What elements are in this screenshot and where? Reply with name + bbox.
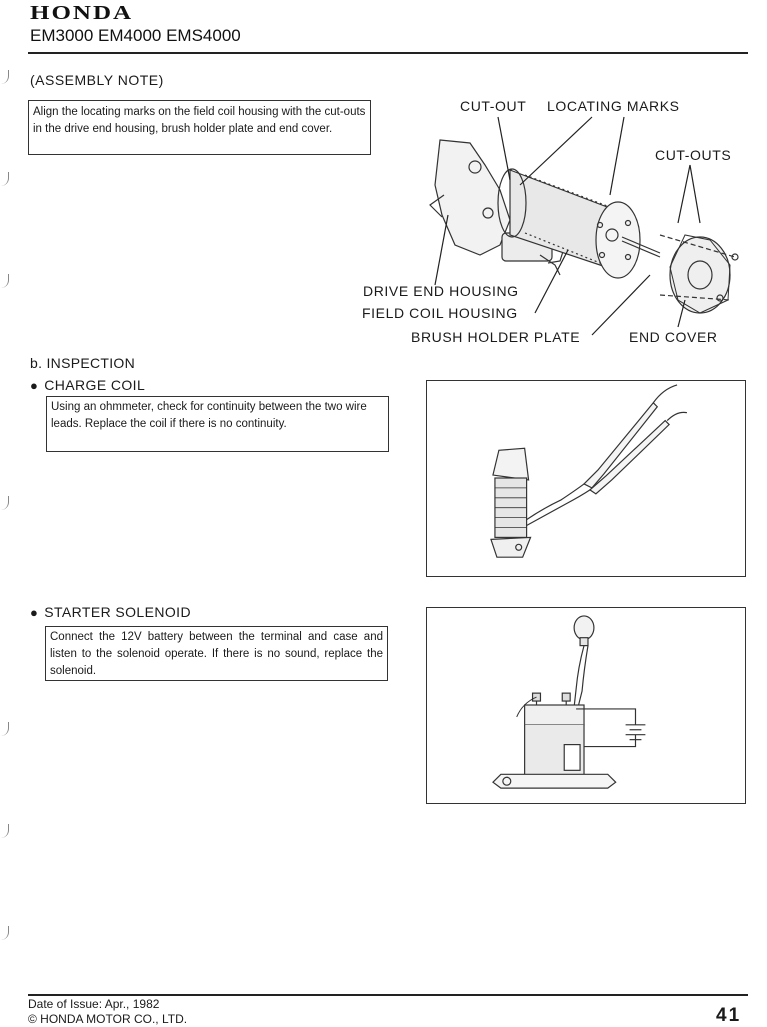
bullet-icon: ● [30, 378, 39, 393]
label-drive-end-housing: DRIVE END HOUSING [363, 283, 519, 299]
charge-coil-heading-text: CHARGE COIL [44, 377, 146, 393]
starter-solenoid-heading [30, 604, 191, 620]
footer-rule [28, 994, 748, 996]
margin-mark [0, 496, 9, 510]
starter-solenoid-figure [426, 607, 746, 804]
inspection-title: b. INSPECTION [30, 355, 136, 371]
page-number: 41 [716, 1005, 742, 1026]
assembly-note-box: Align the locating marks on the field coil housing with the cut-outs in the drive end housing, brush holder plate and end cover. [28, 100, 371, 155]
charge-coil-figure [426, 380, 746, 577]
margin-mark [0, 824, 9, 838]
margin-mark [0, 926, 9, 940]
label-cut-out: CUT-OUT [460, 98, 527, 114]
model-list: EM3000 EM4000 EMS4000 [30, 26, 241, 45]
label-brush-holder-plate: BRUSH HOLDER PLATE [411, 329, 581, 345]
assembly-note-title: (ASSEMBLY NOTE) [30, 72, 164, 88]
label-cut-outs: CUT-OUTS [655, 147, 732, 163]
brand-logo: HONDA [30, 2, 134, 25]
starter-solenoid-heading-text: STARTER SOLENOID [44, 604, 191, 620]
bullet-icon: ● [30, 605, 39, 620]
date-of-issue: Date of Issue: Apr., 1982 [28, 997, 160, 1011]
charge-coil-box: Using an ohmmeter, check for continuity between the two wire leads. Replace the coil if there is no continuity. [46, 396, 389, 452]
label-locating-marks: LOCATING MARKS [547, 98, 680, 114]
margin-mark [0, 172, 9, 186]
margin-mark [0, 722, 9, 736]
margin-mark [0, 70, 9, 84]
copyright: © HONDA MOTOR CO., LTD. [28, 1012, 188, 1026]
label-field-coil-housing: FIELD COIL HOUSING [362, 305, 518, 321]
charge-coil-heading [30, 377, 145, 393]
label-end-cover: END COVER [629, 329, 718, 345]
header-rule [28, 52, 748, 54]
margin-mark [0, 274, 9, 288]
starter-solenoid-box: Connect the 12V battery between the terminal and case and listen to the solenoid operate. If there is no sound, replace the solenoid. [45, 626, 388, 681]
